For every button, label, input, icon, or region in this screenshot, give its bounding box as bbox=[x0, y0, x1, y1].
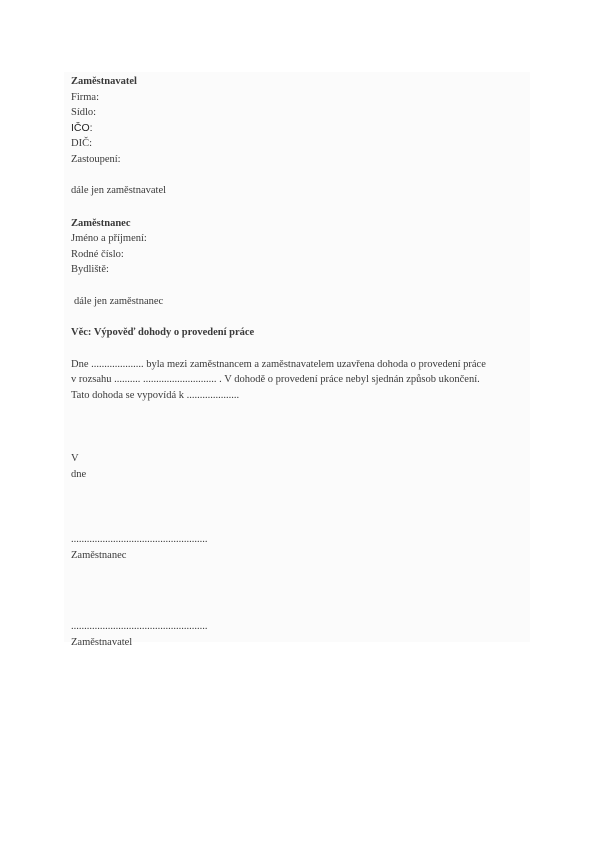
body-line-2: v rozsahu .......... ............................ . V dohodě o provedení práce nebyl sjednán způsob ukončení. bbox=[71, 374, 480, 385]
employee-jmeno-label: Jméno a příjmení: bbox=[71, 233, 147, 244]
employee-signature-line: .................................................... bbox=[71, 534, 208, 545]
place-label: V bbox=[71, 453, 79, 464]
document-subject: Věc: Výpověď dohody o provedení práce bbox=[71, 327, 255, 338]
spacer bbox=[71, 309, 541, 325]
spacer bbox=[71, 341, 541, 357]
employee-rodne-cislo-label: Rodné číslo: bbox=[71, 248, 124, 260]
employer-zastoupeni-label: Zastoupení: bbox=[71, 153, 121, 165]
employer-firma-label: Firma: bbox=[71, 91, 99, 103]
spacer bbox=[71, 278, 541, 294]
employer-heading: Zaměstnavatel bbox=[71, 76, 137, 87]
employee-heading: Zaměstnanec bbox=[71, 217, 131, 229]
body-line-1: Dne .................... byla mezi zaměstnancem a zaměstnavatelem uzavřena dohoda o provedení práce bbox=[71, 358, 486, 370]
employee-alias: dále jen zaměstnanec bbox=[74, 295, 164, 307]
spacer bbox=[71, 199, 541, 216]
employer-sidlo-label: Sídlo: bbox=[71, 107, 97, 118]
employee-bydliste-label: Bydliště: bbox=[71, 264, 109, 275]
employee-signature-label: Zaměstnanec bbox=[71, 549, 127, 561]
spacer bbox=[71, 563, 541, 619]
employer-dic-label: DIČ: bbox=[71, 138, 92, 149]
date-label: dne bbox=[71, 468, 87, 480]
body-line-3: Tato dohoda se vypovídá k .................... bbox=[71, 389, 240, 401]
spacer bbox=[71, 167, 541, 183]
spacer bbox=[71, 482, 541, 532]
document-content bbox=[71, 74, 541, 650]
employer-signature-label: Zaměstnavatel bbox=[71, 636, 133, 648]
employer-ico-label: IČO: bbox=[71, 121, 93, 134]
employer-signature-line: .................................................... bbox=[71, 621, 208, 632]
spacer bbox=[71, 403, 541, 451]
employer-alias: dále jen zaměstnavatel bbox=[71, 185, 167, 196]
